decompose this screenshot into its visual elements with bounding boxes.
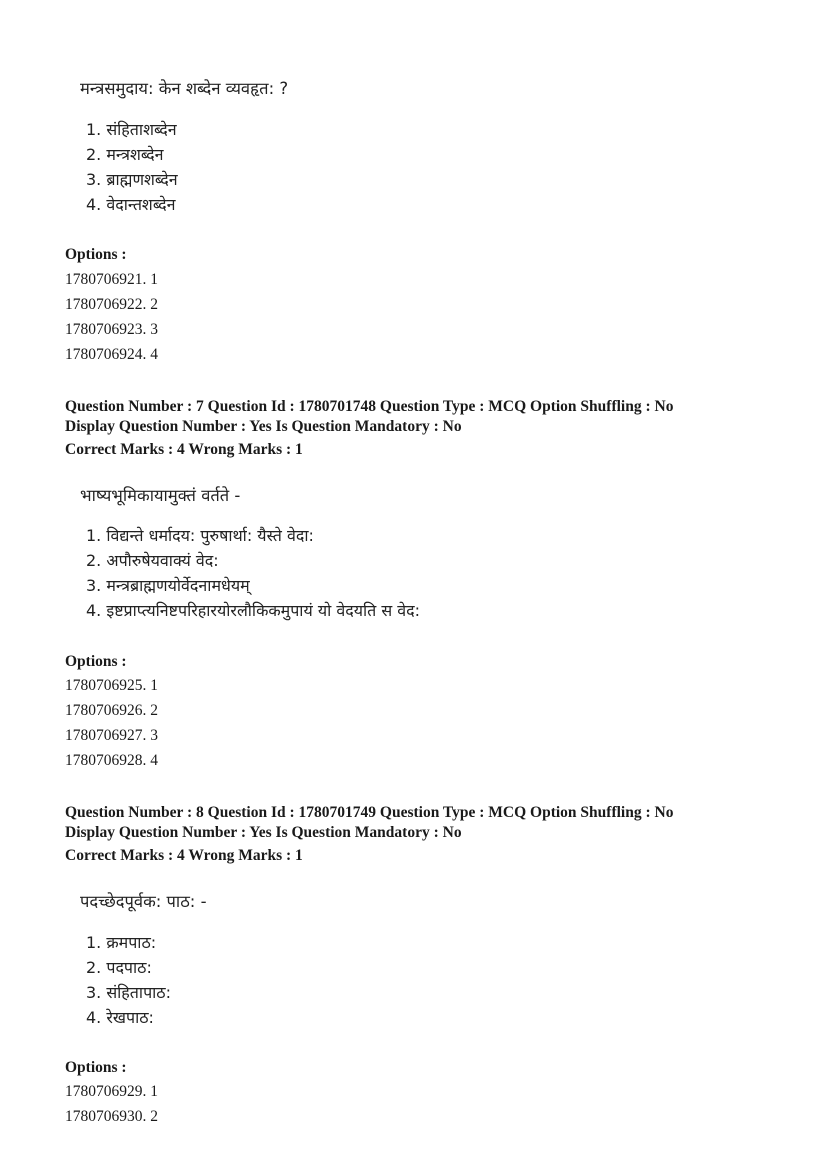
marks-line: Correct Marks : 4 Wrong Marks : 1 xyxy=(65,847,303,864)
choice-item: 4. इष्टप्राप्त्यनिष्टपरिहारयोरलौकिकमुपायं यो वेदयति स वेद: xyxy=(86,601,421,620)
question-meta-line: Question Number : 7 Question Id : 1780701748 Question Type : MCQ Option Shuffling : No xyxy=(65,398,674,415)
choice-item: 1. संहिताशब्देन xyxy=(86,120,177,139)
options-label: Options : xyxy=(65,1059,127,1076)
question-meta-line: Question Number : 8 Question Id : 1780701749 Question Type : MCQ Option Shuffling : No xyxy=(65,804,674,821)
question-meta-line: Display Question Number : Yes Is Question Mandatory : No xyxy=(65,418,462,435)
choice-item: 1. क्रमपाठ: xyxy=(86,933,157,952)
choice-item: 4. रेखपाठ: xyxy=(86,1008,154,1027)
option-row: 1780706928. 4 xyxy=(65,752,158,769)
option-row: 1780706922. 2 xyxy=(65,296,158,313)
choice-item: 2. पदपाठ: xyxy=(86,958,152,977)
question-text: भाष्यभूमिकायामुक्तं वर्तते - xyxy=(80,486,241,505)
choice-item: 3. ब्राह्मणशब्देन xyxy=(86,170,178,189)
option-row: 1780706924. 4 xyxy=(65,346,158,363)
option-row: 1780706930. 2 xyxy=(65,1108,158,1125)
choice-item: 2. अपौरुषेयवाक्यं वेद: xyxy=(86,551,219,570)
question-text: पदच्छेदपूर्वक: पाठ: - xyxy=(80,892,207,911)
options-label: Options : xyxy=(65,653,127,670)
option-row: 1780706925. 1 xyxy=(65,677,158,694)
marks-line: Correct Marks : 4 Wrong Marks : 1 xyxy=(65,441,303,458)
choice-item: 1. विद्यन्ते धर्मादय: पुरुषार्था: यैस्ते वेदा: xyxy=(86,526,314,545)
question-meta-line: Display Question Number : Yes Is Question Mandatory : No xyxy=(65,824,462,841)
choice-item: 3. मन्त्रब्राह्मणयोर्वेदनामधेयम् xyxy=(86,576,250,595)
option-row: 1780706929. 1 xyxy=(65,1083,158,1100)
choice-item: 3. संहितापाठ: xyxy=(86,983,171,1002)
option-row: 1780706923. 3 xyxy=(65,321,158,338)
choice-item: 4. वेदान्तशब्देन xyxy=(86,195,176,214)
option-row: 1780706926. 2 xyxy=(65,702,158,719)
options-label: Options : xyxy=(65,246,127,263)
choice-item: 2. मन्त्रशब्देन xyxy=(86,145,164,164)
option-row: 1780706927. 3 xyxy=(65,727,158,744)
question-text: मन्त्रसमुदाय: केन शब्देन व्यवहृत: ? xyxy=(80,79,289,98)
option-row: 1780706921. 1 xyxy=(65,271,158,288)
